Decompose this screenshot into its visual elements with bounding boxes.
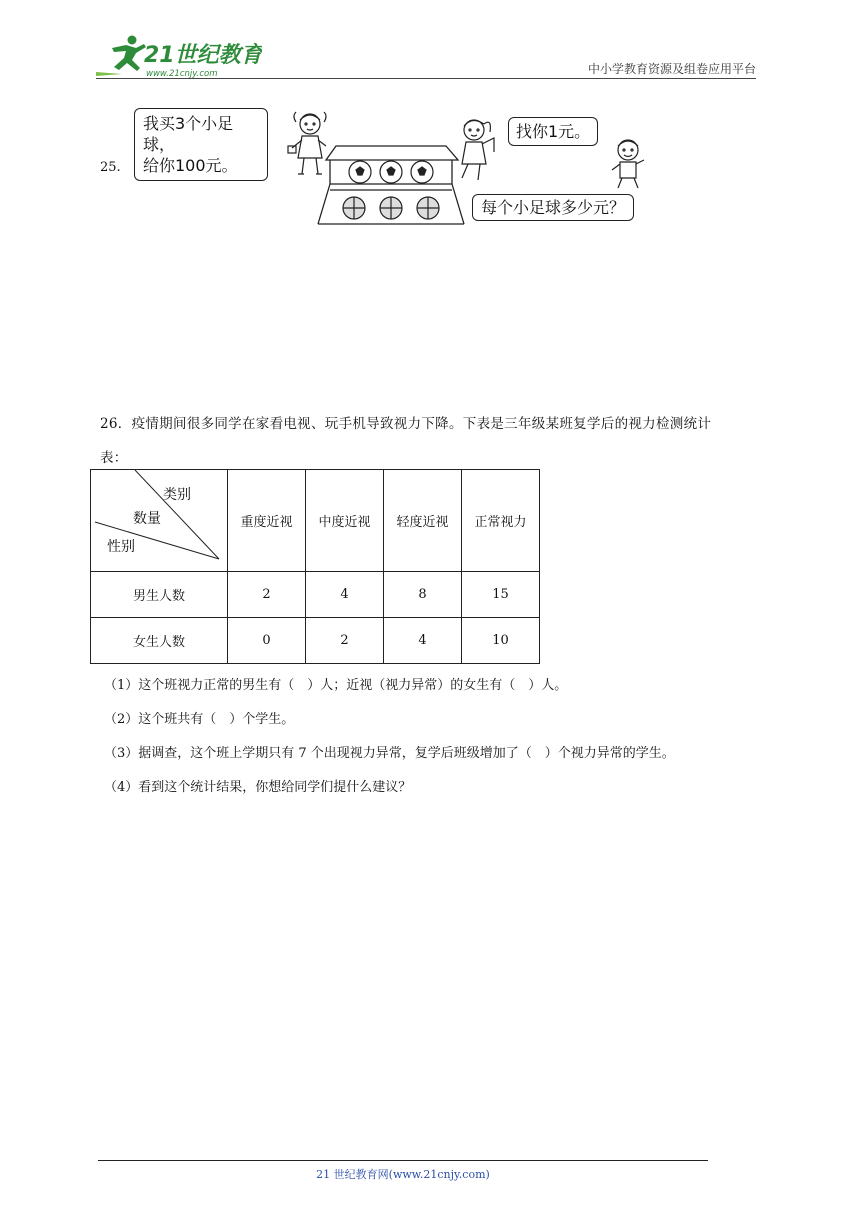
q26-sub3: （3）据调查，这个班上学期只有 7 个出现视力异常，复学后班级增加了（ ）个视力异常的学生。 (104, 746, 675, 761)
bubble-change: 找你1元。 (508, 117, 598, 146)
girl-seller-illustration (452, 112, 504, 188)
header-mild: 轻度近视 (384, 470, 462, 572)
basketballs (343, 197, 439, 219)
table-row-girls (91, 618, 540, 664)
q25-number: 25. (100, 160, 121, 175)
logo-url: www.21cnjy.com (146, 69, 218, 79)
site-logo (92, 32, 262, 80)
row-label-boys: 男生人数 (91, 572, 228, 618)
cell-girls-moderate: 2 (306, 618, 384, 664)
q26-intro-line2: 表： (100, 450, 128, 466)
row-label-girls: 女生人数 (91, 618, 228, 664)
boy-illustration (608, 136, 648, 190)
corner-label-category: 类别 (163, 487, 191, 503)
vision-stats-table (90, 469, 540, 664)
ball-stand-illustration (316, 140, 466, 226)
cell-boys-mild: 8 (384, 572, 462, 618)
header-normal: 正常视力 (462, 470, 540, 572)
footer-divider (98, 1160, 708, 1161)
header-divider (96, 78, 756, 79)
q26-sub1: （1）这个班视力正常的男生有（ ）人；近视（视力异常）的女生有（ ）人。 (104, 678, 568, 693)
bubble-buy-line2: 给你100元。 (143, 156, 238, 175)
cell-girls-severe: 0 (228, 618, 306, 664)
bubble-buy (134, 108, 268, 181)
bubble-buy-line1: 我买3个小足球， (143, 114, 234, 154)
cell-girls-mild: 4 (384, 618, 462, 664)
footer-text[interactable]: 21 世纪教育网(www.21cnjy.com) (316, 1168, 490, 1181)
q26-intro-line1: 26．疫情期间很多同学在家看电视、玩手机导致视力下降。下表是三年级某班复学后的视力检测统计 (100, 416, 712, 432)
header-moderate: 中度近视 (306, 470, 384, 572)
q26-sub2: （2）这个班共有（ ）个学生。 (104, 712, 295, 727)
soccer-balls (349, 161, 433, 183)
cell-girls-normal: 10 (462, 618, 540, 664)
cell-boys-normal: 15 (462, 572, 540, 618)
bubble-question: 每个小足球多少元？ (472, 194, 634, 221)
logo-text: 21世纪教育 (144, 43, 262, 68)
corner-label-gender: 性别 (107, 539, 135, 555)
table-row-boys (91, 572, 540, 618)
corner-label-quantity: 数量 (133, 511, 161, 527)
q26-sub4: （4）看到这个统计结果，你想给同学们提什么建议？ (104, 780, 412, 795)
cell-boys-severe: 2 (228, 572, 306, 618)
table-header-row (91, 470, 540, 572)
platform-label: 中小学教育资源及组卷应用平台 (587, 62, 756, 76)
header-severe: 重度近视 (228, 470, 306, 572)
table-corner-cell (91, 470, 228, 572)
runner-icon (96, 36, 146, 77)
cell-boys-moderate: 4 (306, 572, 384, 618)
